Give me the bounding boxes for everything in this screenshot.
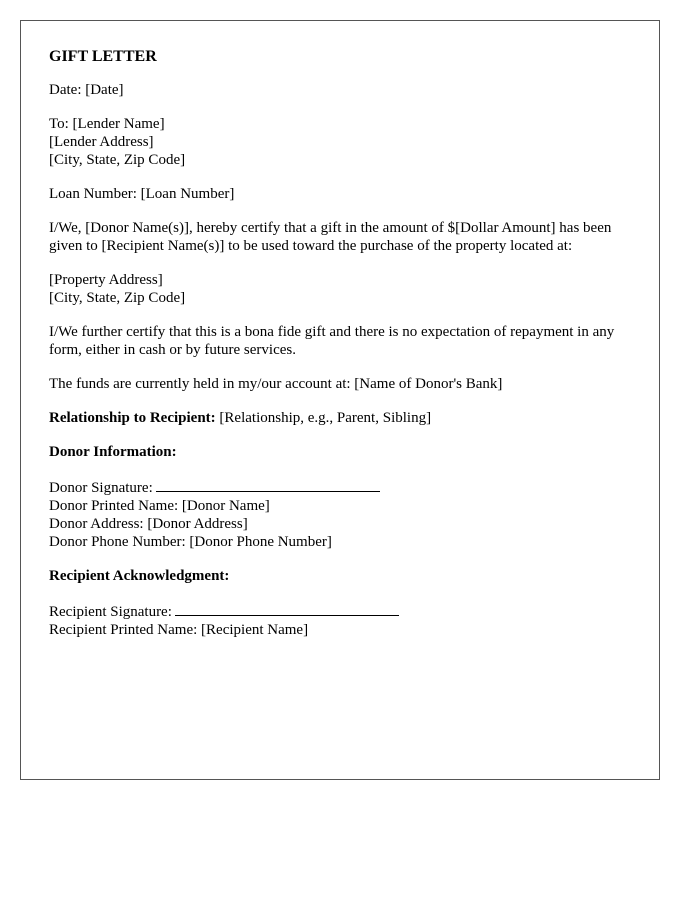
recipient-acknowledgment-heading: Recipient Acknowledgment:	[49, 568, 230, 584]
letter-title: GIFT LETTER	[49, 48, 157, 65]
recipient-signature-field[interactable]	[175, 601, 399, 616]
donor-phone-line: Donor Phone Number: [Donor Phone Number]	[49, 534, 332, 550]
lender-address-block	[49, 115, 635, 169]
property-city-line: [City, State, Zip Code]	[49, 290, 186, 306]
property-address-line: [Property Address]	[49, 272, 163, 288]
relationship-label: Relationship to Recipient:	[49, 410, 216, 426]
funds-paragraph: The funds are currently held in my/our account at: [Name of Donor's Bank]	[49, 376, 503, 392]
recipient-signature-label: Recipient Signature:	[49, 604, 172, 620]
property-address-block	[49, 271, 635, 307]
recipient-signature-line	[49, 601, 635, 621]
lender-name-line: To: [Lender Name]	[49, 116, 165, 132]
gift-letter-page	[20, 20, 660, 780]
donor-address-line: Donor Address: [Donor Address]	[49, 516, 248, 532]
lender-city-line: [City, State, Zip Code]	[49, 152, 186, 168]
date-line: Date: [Date]	[49, 82, 124, 98]
certify-paragraph: I/We, [Donor Name(s)], hereby certify that a gift in the amount of $[Dollar Amount] has been given to [Recipient Name(s)] to be used toward the purchase of the property located at:	[49, 220, 612, 254]
donor-signature-line	[49, 477, 635, 497]
recipient-acknowledgment-block	[49, 601, 635, 639]
recipient-printed-name-line: Recipient Printed Name: [Recipient Name]	[49, 622, 309, 638]
donor-signature-field[interactable]	[156, 477, 380, 492]
donor-information-heading: Donor Information:	[49, 444, 177, 460]
relationship-value: [Relationship, e.g., Parent, Sibling]	[215, 410, 432, 426]
letter-content	[49, 47, 635, 655]
donor-printed-name-line: Donor Printed Name: [Donor Name]	[49, 498, 270, 514]
relationship-line	[49, 409, 635, 427]
donor-information-block	[49, 477, 635, 551]
lender-address-line: [Lender Address]	[49, 134, 154, 150]
bona-fide-paragraph: I/We further certify that this is a bona fide gift and there is no expectation of repayment in any form, either in cash or by future services.	[49, 324, 615, 358]
donor-signature-label: Donor Signature:	[49, 480, 153, 496]
loan-number-line: Loan Number: [Loan Number]	[49, 186, 235, 202]
